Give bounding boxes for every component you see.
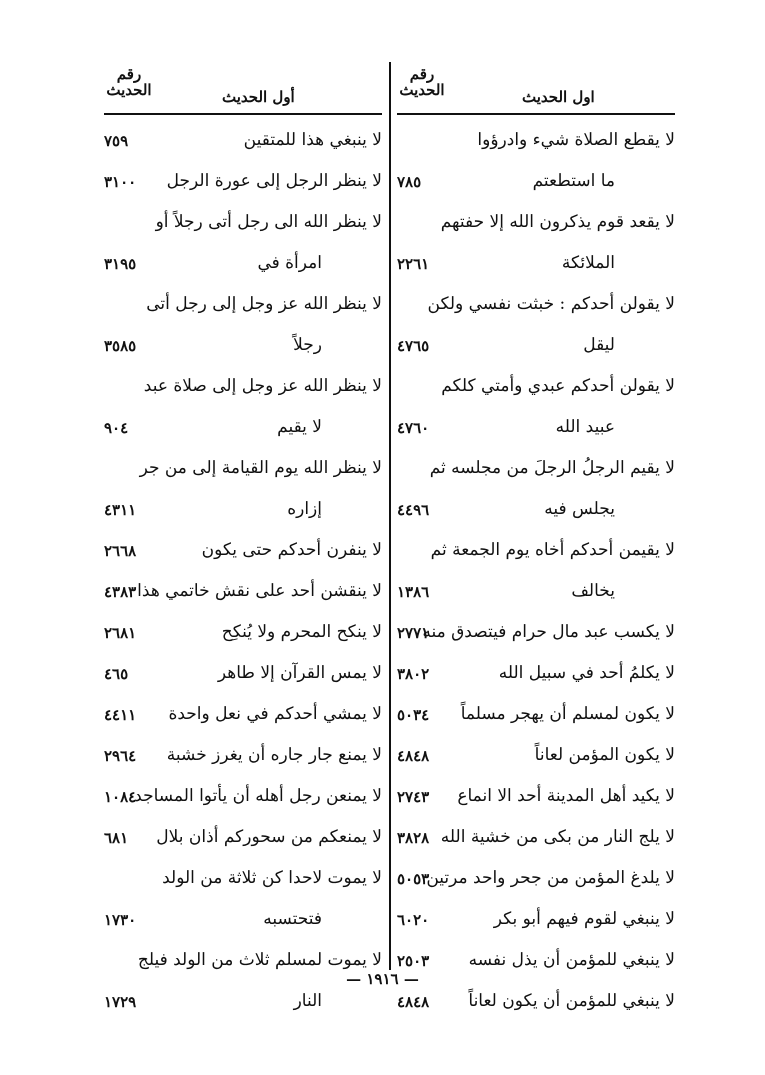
- page-number: — ١٩١٦ —: [346, 970, 419, 988]
- hadith-number: ٤٤٩٦: [397, 501, 430, 519]
- index-entry: [397, 985, 675, 1026]
- index-entry: [397, 739, 675, 780]
- hadith-number: ٦٠٢٠: [397, 911, 430, 929]
- index-entry: [104, 575, 382, 616]
- index-entry: [104, 862, 382, 903]
- hadith-text: لا ينبغي لقوم فيهم أبو بكر: [493, 909, 675, 929]
- hadith-number: ٢٢٦١: [397, 255, 430, 273]
- hadith-text: لا ينظر الله يوم القيامة إلى من جر: [139, 458, 382, 478]
- index-entry: [104, 821, 382, 862]
- index-entry: [104, 493, 382, 534]
- hadith-number: ٤٣١١: [104, 501, 137, 519]
- hadith-text: لا يلدغ المؤمن من جحر واحد مرتين: [426, 868, 675, 888]
- index-entry: [397, 821, 675, 862]
- hadith-text: لا يقولن أحدكم : خبثت نفسي ولكن: [427, 294, 675, 314]
- hadith-number: ٣٨٢٨: [397, 829, 430, 847]
- index-entry: [397, 780, 675, 821]
- index-entry: [397, 124, 675, 165]
- hadith-number: ٣٥٨٥: [104, 337, 137, 355]
- hadith-number: ١٧٣٠: [104, 911, 137, 929]
- hadith-number: ٤٤١١: [104, 706, 137, 724]
- index-entry: [104, 903, 382, 944]
- hadith-number: ٢٥٠٣: [397, 952, 430, 970]
- index-entry: [397, 493, 675, 534]
- hadith-text-continuation: لا يقيم: [277, 417, 322, 437]
- hadith-text: لا ينظر الرجل إلى عورة الرجل: [166, 171, 382, 191]
- hadith-text: لا يقولن أحدكم عبدي وأمتي كلكم: [441, 376, 675, 396]
- hadith-number: ٢٧٧١: [397, 624, 430, 642]
- hadith-text-continuation: يجلس فيه: [544, 499, 615, 519]
- hadith-text: لا يقطع الصلاة شيء وادرؤوا: [477, 130, 675, 150]
- hadith-text-continuation: إزاره: [287, 499, 322, 519]
- hadith-text: لا يكلمُ أحد في سبيل الله: [498, 663, 675, 683]
- hadith-text-continuation: عبيد الله: [555, 417, 615, 437]
- hadith-text: لا يكيد أهل المدينة أحد الا انماع: [457, 786, 675, 806]
- hadith-text: لا يمس القرآن إلا طاهر: [217, 663, 382, 683]
- hadith-text: لا يمشي أحدكم في نعل واحدة: [168, 704, 382, 724]
- hadith-number: ٤٧٦٠: [397, 419, 430, 437]
- index-entry: [104, 739, 382, 780]
- index-entry: [104, 657, 382, 698]
- index-entry: [104, 616, 382, 657]
- index-entry: [397, 206, 675, 247]
- index-entry: [397, 370, 675, 411]
- index-entry: [104, 452, 382, 493]
- index-entry: [104, 329, 382, 370]
- index-entry: [397, 534, 675, 575]
- index-entry: [397, 616, 675, 657]
- right-hadith-start-header: اول الحديث: [522, 88, 595, 106]
- hadith-number: ٤٨٤٨: [397, 747, 430, 765]
- right-hadith-number-header: رقم الحديث: [399, 65, 445, 99]
- left-header-rule: [104, 113, 382, 115]
- hadith-text: لا يموت لاحدا كن ثلاثة من الولد: [162, 868, 382, 888]
- hadith-text: لا يمنعن رجل أهله أن يأتوا المساجد: [134, 786, 382, 806]
- index-entry: [397, 657, 675, 698]
- hadith-number: ٤٨٤٨: [397, 993, 430, 1011]
- hadith-text: لا يقيم الرجلُ الرجلَ من مجلسه ثم: [429, 458, 675, 478]
- hadith-number: ٧٥٩: [104, 132, 129, 150]
- index-entry: [104, 698, 382, 739]
- hadith-text-continuation: الملائكة: [561, 253, 615, 273]
- hadith-text: لا يكسب عبد مال حرام فيتصدق منه: [422, 622, 675, 642]
- hadith-number: ٧٨٥: [397, 173, 422, 191]
- hadith-number: ٢٧٤٣: [397, 788, 430, 806]
- hadith-number: ٢٦٦٨: [104, 542, 137, 560]
- hadith-text-continuation: فتحتسبه: [263, 909, 322, 929]
- hadith-text: لا ينبغي للمؤمن أن يذل نفسه: [468, 950, 675, 970]
- hadith-text: لا يقعد قوم يذكرون الله إلا حفتهم: [440, 212, 675, 232]
- index-entry: [397, 698, 675, 739]
- hadith-text: لا ينكح المحرم ولا يُنكِح: [221, 622, 382, 642]
- left-hadith-start-header: أول الحديث: [222, 88, 295, 106]
- hadith-number: ٩٠٤: [104, 419, 129, 437]
- hadith-text: لا ينظر الله الى رجل أتى رجلاً أو: [155, 212, 382, 232]
- index-entry: [104, 411, 382, 452]
- index-entry: [104, 247, 382, 288]
- hadith-text: لا ينبغي للمؤمن أن يكون لعاناً: [468, 991, 675, 1011]
- hadith-text: لا ينظر الله عز وجل إلى رجل أتى: [146, 294, 382, 314]
- hadith-number: ١٣٨٦: [397, 583, 430, 601]
- hadith-text: لا يقيمن أحدكم أخاه يوم الجمعة ثم: [430, 540, 675, 560]
- hadith-text-continuation: امرأة في: [257, 253, 322, 273]
- hadith-text-continuation: ليقل: [583, 335, 615, 355]
- index-entry: [397, 411, 675, 452]
- hadith-text-continuation: ما استطعتم: [532, 171, 615, 191]
- hadith-text: لا ينظر الله عز وجل إلى صلاة عبد: [143, 376, 382, 396]
- hadith-text: لا يمنعكم من سحوركم أذان بلال: [156, 827, 382, 847]
- index-entry: [104, 370, 382, 411]
- hadith-text-continuation: يخالف: [571, 581, 615, 601]
- left-hadith-number-header: رقم الحديث: [106, 65, 152, 99]
- hadith-number: ٢٦٨١: [104, 624, 137, 642]
- hadith-number: ٣٨٠٢: [397, 665, 430, 683]
- hadith-text: لا يمنع جار جاره أن يغرز خشبة: [166, 745, 382, 765]
- hadith-number: ٦٨١: [104, 829, 129, 847]
- hadith-text: لا يموت لمسلم ثلاث من الولد فيلج: [137, 950, 382, 970]
- hadith-text-continuation: النار: [293, 991, 322, 1011]
- hadith-number: ١٠٨٤: [104, 788, 137, 806]
- index-entry: [104, 985, 382, 1026]
- index-entry: [104, 288, 382, 329]
- index-entry: [397, 903, 675, 944]
- hadith-number: ٤٦٥: [104, 665, 129, 683]
- hadith-number: ٣١٠٠: [104, 173, 137, 191]
- index-entry: [397, 247, 675, 288]
- index-entry: [104, 165, 382, 206]
- index-entry: [104, 534, 382, 575]
- hadith-text: لا ينقشن أحد على نقش خاتمي هذا: [137, 581, 382, 601]
- index-entry: [104, 124, 382, 165]
- hadith-text-continuation: رجلاً: [293, 335, 322, 355]
- index-entry: [397, 329, 675, 370]
- hadith-number: ٥٠٣٤: [397, 706, 430, 724]
- index-entry: [397, 452, 675, 493]
- hadith-number: ٤٣٨٣: [104, 583, 137, 601]
- index-entry: [104, 206, 382, 247]
- hadith-text: لا ينفرن أحدكم حتى يكون: [201, 540, 382, 560]
- index-entry: [104, 780, 382, 821]
- hadith-number: ١٧٢٩: [104, 993, 137, 1011]
- hadith-number: ٣١٩٥: [104, 255, 137, 273]
- hadith-text: لا ينبغي هذا للمتقين: [243, 130, 382, 150]
- hadith-text: لا يكون لمسلم أن يهجر مسلماً: [460, 704, 675, 724]
- hadith-number: ٢٩٦٤: [104, 747, 137, 765]
- index-entry: [397, 862, 675, 903]
- index-entry: [397, 165, 675, 206]
- right-header-rule: [397, 113, 675, 115]
- hadith-number: ٤٧٦٥: [397, 337, 430, 355]
- column-divider: [389, 62, 391, 970]
- index-entry: [397, 288, 675, 329]
- hadith-text: لا يكون المؤمن لعاناً: [534, 745, 675, 765]
- index-entry: [397, 575, 675, 616]
- hadith-text: لا يلج النار من بكى من خشية الله: [440, 827, 675, 847]
- hadith-number: ٥٠٥٣: [397, 870, 430, 888]
